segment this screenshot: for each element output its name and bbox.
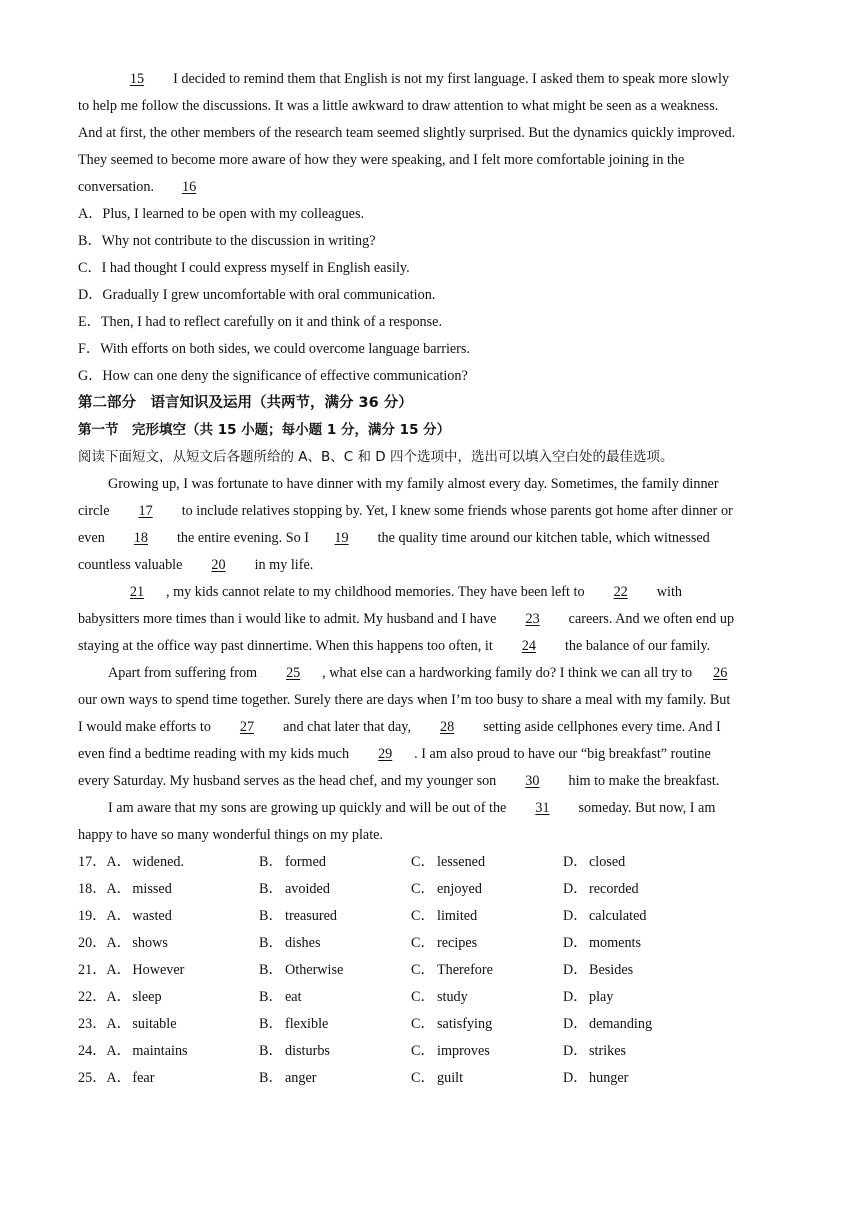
passage-line: And at first, the other members of the research team seemed slightly surprised. But the dynamics quickly improved.	[78, 125, 736, 141]
question-option-a	[78, 957, 259, 984]
option-text: lessened	[437, 854, 486, 870]
option-letter: D．	[563, 1016, 588, 1032]
option-text: maintains	[132, 1043, 188, 1059]
option-text: However	[132, 962, 185, 978]
passage-text: , what else can a hardworking family do? I think we can all try to	[322, 665, 693, 681]
option-text: suitable	[132, 1016, 177, 1032]
option-letter: D．	[563, 1043, 588, 1059]
option-text: fear	[132, 1070, 155, 1086]
option-a: A．Plus, I learned to be open with my colleagues.	[78, 206, 365, 222]
option-text: Besides	[589, 962, 634, 978]
option-text: closed	[589, 854, 626, 870]
question-option-a	[78, 876, 259, 903]
passage-text: countless valuable	[78, 557, 183, 573]
question-option-a	[78, 984, 259, 1011]
exam-page	[78, 66, 782, 1092]
option-text: Otherwise	[285, 962, 344, 978]
option-text: Therefore	[437, 962, 493, 978]
option-e: E．Then, I had to reflect carefully on it and think of a response.	[78, 314, 443, 330]
question-option-b	[259, 1011, 411, 1038]
blank-26: 26	[713, 665, 728, 681]
option-text: enjoyed	[437, 881, 482, 897]
blank-16: 16	[182, 179, 197, 195]
question-option-a	[78, 1011, 259, 1038]
passage-line	[78, 660, 782, 687]
option-text: recorded	[589, 881, 639, 897]
option-letter: A．	[106, 1043, 131, 1059]
passage-text: every Saturday. My husband serves as the head chef, and my younger son	[78, 773, 497, 789]
option-c: C．I had thought I could express myself in English easily.	[78, 260, 410, 276]
option-text: sleep	[132, 989, 162, 1005]
passage-text: Apart from suffering from	[108, 665, 258, 681]
passage-text: . I am also proud to have our “big breakfast” routine	[414, 746, 711, 762]
question-option-c	[411, 876, 563, 903]
option-letter: B．	[259, 935, 283, 951]
blank-27: 27	[239, 719, 255, 735]
blank-19: 19	[334, 530, 349, 546]
passage-line: happy to have so many wonderful things on my plate.	[78, 827, 383, 843]
passage-text: even find a bedtime reading with my kids much	[78, 746, 350, 762]
option-letter: B．	[259, 881, 283, 897]
blank-25: 25	[286, 665, 301, 681]
question-number: 20．	[78, 935, 107, 951]
passage-line	[78, 606, 782, 633]
question-row	[78, 957, 782, 984]
option-letter: A．	[106, 1016, 131, 1032]
option-letter: A．	[106, 935, 131, 951]
option-text: missed	[132, 881, 172, 897]
passage-text: circle	[78, 503, 110, 519]
blank-20: 20	[211, 557, 226, 573]
option-text: moments	[589, 935, 642, 951]
option-letter: A．	[106, 1070, 131, 1086]
question-row	[78, 1065, 782, 1092]
option-letter: C．	[411, 962, 435, 978]
option-letter: D．	[563, 989, 588, 1005]
option-d: D．Gradually I grew uncomfortable with oral communication.	[78, 287, 436, 303]
option-text: shows	[132, 935, 168, 951]
question-row	[78, 876, 782, 903]
passage-line: to help me follow the discussions. It was a little awkward to draw attention to what might be seen as a weakness.	[78, 98, 719, 114]
option-letter: B．	[259, 1016, 283, 1032]
option-letter: C．	[411, 1070, 435, 1086]
question-option-a	[78, 930, 259, 957]
question-option-d	[563, 903, 713, 930]
passage-text: even	[78, 530, 105, 546]
question-option-b	[259, 1038, 411, 1065]
option-letter: A．	[106, 962, 131, 978]
part-title: 第二部分 语言知识及运用（共两节，满分 36 分）	[78, 395, 413, 411]
option-letter: C．	[411, 1016, 435, 1032]
instruction: 阅读下面短文，从短文后各题所给的 A、B、C 和 D 四个选项中，选出可以填入空白处的最佳选项。	[78, 449, 674, 465]
option-f: F．With efforts on both sides, we could overcome language barriers.	[78, 341, 470, 357]
blank-30: 30	[525, 773, 540, 789]
question-option-b	[259, 984, 411, 1011]
option-letter: A．	[106, 854, 131, 870]
passage-text: I decided to remind them that English is not my first language. I asked them to speak more slowly	[173, 71, 730, 87]
option-text: avoided	[285, 881, 330, 897]
question-option-c	[411, 1038, 563, 1065]
passage-text: , my kids cannot relate to my childhood memories. They have been left to	[166, 584, 585, 600]
option-text: wasted	[132, 908, 172, 924]
option-letter: C．	[411, 854, 435, 870]
passage-text: staying at the office way past dinnertime. When this happens too often, it	[78, 638, 493, 654]
passage-line	[78, 741, 782, 768]
passage-text: I am aware that my sons are growing up quickly and will be out of the	[108, 800, 507, 816]
question-row	[78, 849, 782, 876]
passage-text: babysitters more times than i would like to admit. My husband and I have	[78, 611, 497, 627]
question-option-c	[411, 957, 563, 984]
question-number: 22．	[78, 989, 107, 1005]
passage-line	[78, 498, 782, 525]
option-text: demanding	[589, 1016, 653, 1032]
passage-text: and chat later that day,	[283, 719, 411, 735]
option-text: strikes	[589, 1043, 627, 1059]
passage-text: someday. But now, I am	[578, 800, 716, 816]
question-row	[78, 1038, 782, 1065]
question-list	[78, 849, 782, 1092]
question-option-c	[411, 1065, 563, 1092]
option-text: calculated	[589, 908, 647, 924]
passage-text: the entire evening. So I	[176, 530, 309, 546]
blank-29: 29	[378, 746, 393, 762]
question-option-c	[411, 984, 563, 1011]
option-letter: C．	[411, 881, 435, 897]
option-text: limited	[437, 908, 478, 924]
question-option-b	[259, 849, 411, 876]
option-text: improves	[437, 1043, 490, 1059]
option-letter: C．	[411, 908, 435, 924]
blank-22: 22	[613, 584, 628, 600]
question-row	[78, 930, 782, 957]
question-option-b	[259, 1065, 411, 1092]
question-option-b	[259, 930, 411, 957]
passage-line	[78, 174, 782, 201]
option-text: guilt	[437, 1070, 464, 1086]
blank-28: 28	[440, 719, 455, 735]
option-text: dishes	[285, 935, 321, 951]
option-letter: A．	[106, 908, 131, 924]
passage-text: in my life.	[254, 557, 314, 573]
question-row	[78, 903, 782, 930]
section-title: 第一节 完形填空（共 15 小题；每小题 1 分，满分 15 分）	[78, 422, 451, 438]
blank-15: 15	[129, 71, 145, 87]
option-text: satisfying	[437, 1016, 493, 1032]
option-text: anger	[285, 1070, 317, 1086]
option-text: hunger	[589, 1070, 629, 1086]
option-letter: C．	[411, 989, 435, 1005]
question-number: 19．	[78, 908, 107, 924]
question-option-b	[259, 876, 411, 903]
passage-text: I would make efforts to	[78, 719, 211, 735]
option-text: treasured	[285, 908, 337, 924]
option-letter: D．	[563, 881, 588, 897]
passage-line: They seemed to become more aware of how they were speaking, and I felt more comfortable joining in the	[78, 152, 685, 168]
blank-24: 24	[521, 638, 536, 654]
question-option-b	[259, 957, 411, 984]
option-text: recipes	[437, 935, 478, 951]
passage-line	[78, 525, 782, 552]
option-letter: A．	[106, 989, 131, 1005]
option-letter: D．	[563, 962, 588, 978]
passage-line	[78, 633, 782, 660]
passage-line	[78, 768, 782, 795]
question-option-c	[411, 930, 563, 957]
question-option-c	[411, 903, 563, 930]
question-option-d	[563, 1038, 713, 1065]
passage-text: conversation.	[78, 179, 155, 195]
option-letter: B．	[259, 908, 283, 924]
option-letter: D．	[563, 1070, 588, 1086]
question-option-c	[411, 1011, 563, 1038]
question-option-a	[78, 1038, 259, 1065]
option-text: disturbs	[285, 1043, 330, 1059]
blank-31: 31	[535, 800, 550, 816]
passage-text: careers. And we often end up	[568, 611, 735, 627]
question-option-d	[563, 849, 713, 876]
blank-18: 18	[133, 530, 148, 546]
passage-line	[78, 579, 782, 606]
question-number: 21．	[78, 962, 107, 978]
option-letter: D．	[563, 854, 588, 870]
blank-23: 23	[525, 611, 540, 627]
passage-line: our own ways to spend time together. Surely there are days when I’m too busy to share a meal with my family. But	[78, 692, 731, 708]
question-option-d	[563, 957, 713, 984]
question-number: 23．	[78, 1016, 107, 1032]
question-number: 18．	[78, 881, 107, 897]
question-option-d	[563, 1065, 713, 1092]
blank-17: 17	[138, 503, 153, 519]
passage-line	[78, 795, 782, 822]
passage-text: him to make the breakfast.	[568, 773, 720, 789]
option-g: G．How can one deny the significance of effective communication?	[78, 368, 468, 384]
passage-text: setting aside cellphones every time. And I	[483, 719, 721, 735]
question-number: 25．	[78, 1070, 107, 1086]
passage-line: Growing up, I was fortunate to have dinner with my family almost every day. Sometimes, the family dinner	[108, 476, 719, 492]
option-b: B．Why not contribute to the discussion in writing?	[78, 233, 376, 249]
passage-text: with	[656, 584, 682, 600]
question-option-a	[78, 1065, 259, 1092]
question-option-c	[411, 849, 563, 876]
passage-line	[78, 552, 782, 579]
option-text: flexible	[285, 1016, 329, 1032]
passage-text: the quality time around our kitchen table, which witnessed	[377, 530, 710, 546]
question-option-a	[78, 849, 259, 876]
question-option-b	[259, 903, 411, 930]
question-row	[78, 1011, 782, 1038]
question-number: 24．	[78, 1043, 107, 1059]
passage-text: the balance of our family.	[564, 638, 711, 654]
question-option-d	[563, 984, 713, 1011]
question-option-d	[563, 930, 713, 957]
option-letter: B．	[259, 1043, 283, 1059]
question-row	[78, 984, 782, 1011]
option-text: study	[437, 989, 468, 1005]
option-letter: C．	[411, 1043, 435, 1059]
option-letter: C．	[411, 935, 435, 951]
option-text: play	[589, 989, 614, 1005]
option-text: formed	[285, 854, 326, 870]
option-text: widened.	[132, 854, 185, 870]
question-option-d	[563, 876, 713, 903]
passage-line	[78, 66, 782, 93]
passage-line	[78, 714, 782, 741]
option-letter: A．	[106, 881, 131, 897]
question-option-d	[563, 1011, 713, 1038]
option-letter: B．	[259, 854, 283, 870]
option-letter: B．	[259, 989, 283, 1005]
passage-text: to include relatives stopping by. Yet, I knew some friends whose parents got home after dinner or	[181, 503, 733, 519]
blank-21: 21	[129, 584, 145, 600]
option-letter: D．	[563, 935, 588, 951]
option-letter: B．	[259, 962, 283, 978]
option-text: eat	[285, 989, 302, 1005]
option-letter: D．	[563, 908, 588, 924]
question-option-a	[78, 903, 259, 930]
option-letter: B．	[259, 1070, 283, 1086]
question-number: 17．	[78, 854, 107, 870]
